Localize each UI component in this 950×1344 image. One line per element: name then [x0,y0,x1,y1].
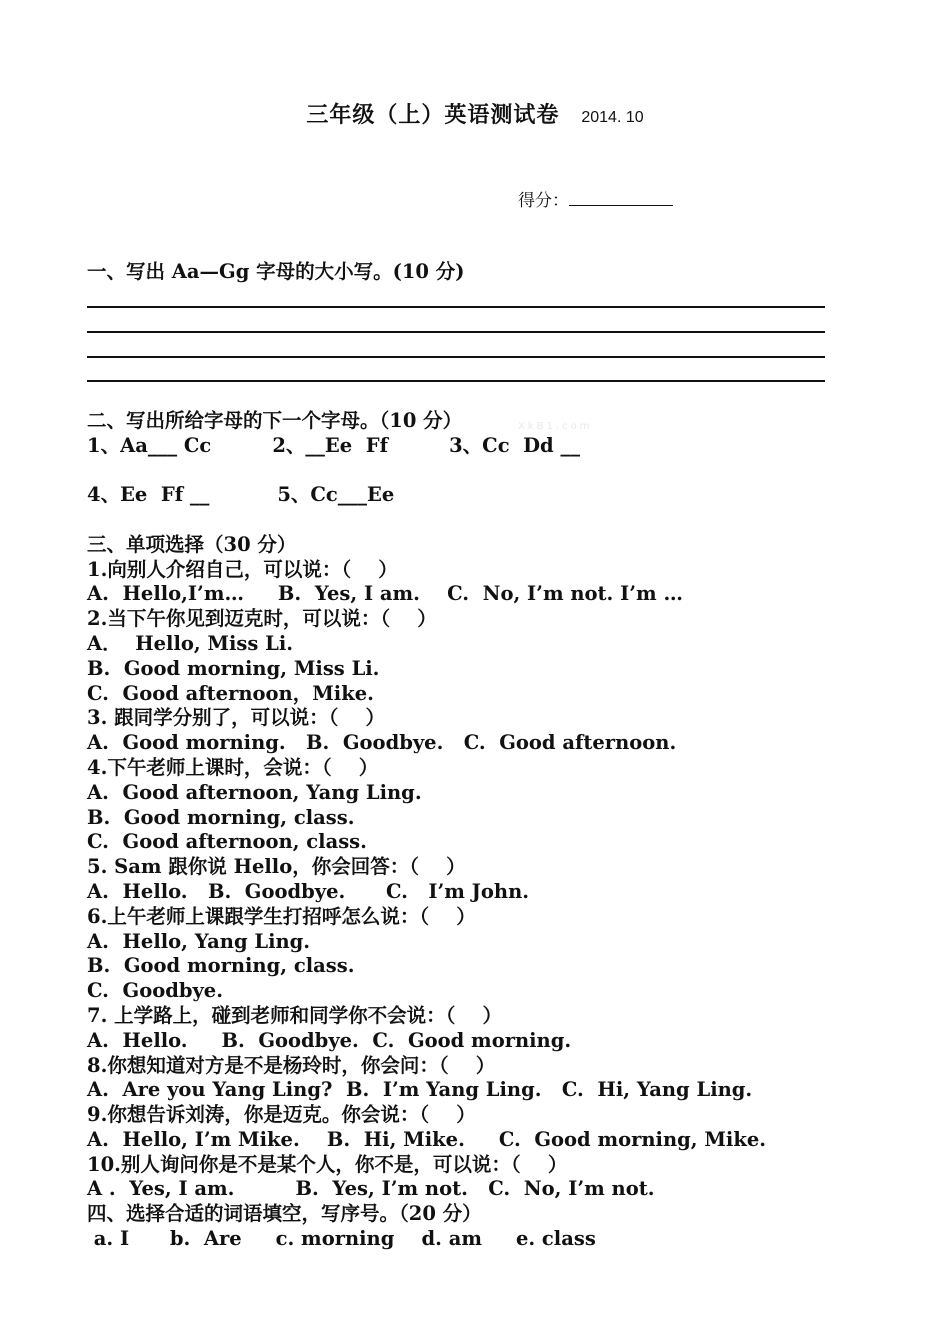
question-line: 2.当下午你见到迈克时，可以说：（ ） [87,607,437,631]
question-line: A. Hello. B. Goodbye. C. Good morning. [87,1028,572,1052]
question-line: 1.向别人介绍自己，可以说：（ ） [87,557,398,581]
section2-row-1: 1、Aa___ Cc 2、__Ee Ff 3、Cc Dd __ [87,433,580,457]
question-line: 6.上午老师上课跟学生打招呼怎么说：（ ） [87,904,476,928]
question-line: A. Hello, I’m Mike. B. Hi, Mike. C. Good morning, Mike. [87,1127,767,1151]
question-line: A. Good morning. B. Goodbye. C. Good afternoon. [87,731,677,755]
question-line: 9.你想告诉刘涛，你是迈克。你会说：（ ） [87,1103,476,1127]
section2-row-2: 4、Ee Ff __ 5、Cc___Ee [87,483,395,507]
question-line: C. Goodbye. [87,979,224,1003]
question-line: 10.别人询问你是不是某个人，你不是，可以说：（ ） [87,1152,568,1176]
score-blank-line[interactable] [569,187,673,206]
question-line: C. Good afternoon, class. [87,830,367,854]
question-line: A. Good afternoon, Yang Ling. [87,780,422,804]
score-label: 得分： [518,191,569,211]
section2-heading: 二、写出所给字母的下一个字母。（10 分） [87,408,463,432]
exam-title [0,98,950,129]
title-text: 三年级（上）英语测试卷 [306,103,560,128]
question-line: 3. 跟同学分别了，可以说：（ ） [87,706,386,730]
question-line: 4.下午老师上课时，会说：（ ） [87,755,379,779]
exam-date: 2014. 10 [581,109,644,126]
watermark: XkB1.com [518,421,593,432]
question-line: B. Good morning, class. [87,954,355,978]
question-line: 5. Sam 跟你说 Hello，你会回答：（ ） [87,855,466,879]
question-line: A． Hello, Miss Li. [87,631,294,655]
section4-heading: 四、选择合适的词语填空，写序号。（20 分） [87,1202,482,1226]
question-line: A . Yes, I am. B. Yes, I’m not. C. No, I’m not. [87,1177,655,1201]
question-line: A. Hello, Yang Ling. [87,929,311,953]
question-line: C. Good afternoon，Mike. [87,681,374,705]
question-line: A. Hello,I’m… B. Yes, I am. C. No, I’m not. I’m … [87,582,683,606]
question-line: B. Good morning, Miss Li. [87,656,380,680]
question-line: 7. 上学路上，碰到老师和同学你不会说：（ ） [87,1003,503,1027]
question-line: A. Are you Yang Ling? B. I’m Yang Ling. C. Hi, Yang Ling. [87,1078,753,1102]
question-line: B. Good morning, class. [87,805,355,829]
section1-heading: 一、写出 Aa—Gg 字母的大小写。(10 分) [87,260,465,283]
question-line: A. Hello. B. Goodbye. C. I’m John. [87,879,530,903]
score-field [518,186,673,211]
section4-options: a. I b. Are c. morning d. am e. class [87,1227,596,1251]
question-line: 8.你想知道对方是不是杨玲时，你会问：（ ） [87,1053,496,1077]
exam-body [87,260,847,1252]
section3-heading: 三、单项选择（30 分） [87,532,297,556]
